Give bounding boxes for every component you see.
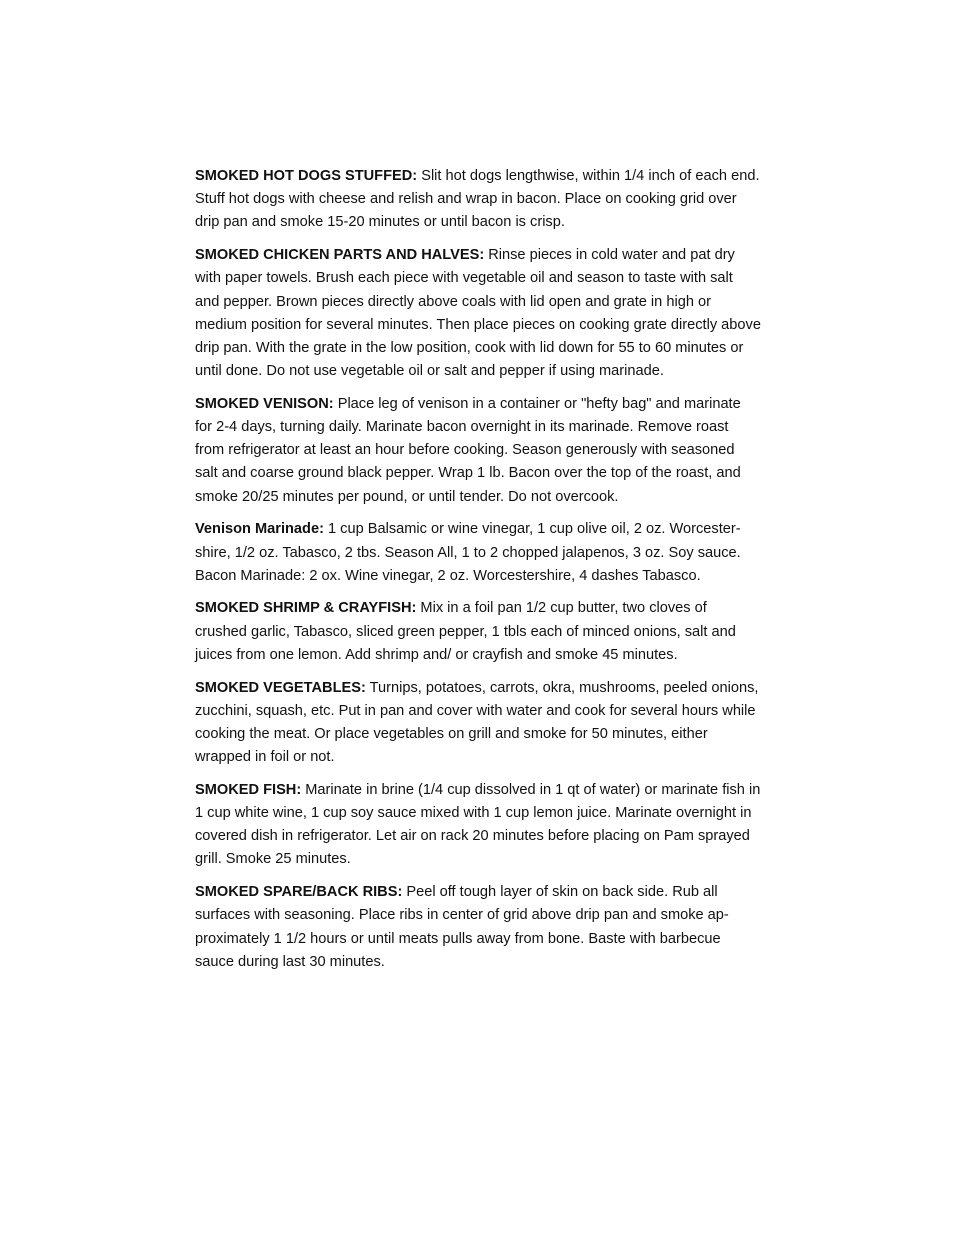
recipe-title: SMOKED VENISON:	[195, 395, 334, 412]
recipe-title: SMOKED SPARE/BACK RIBS:	[195, 884, 403, 901]
recipe-title: SMOKED VEGETABLES:	[195, 679, 366, 696]
recipe-body: Rinse pieces in cold water and pat dry with paper towels. Brush each piece with vegetable oil and season to taste with salt and pepper. Brown pieces directly above coals with lid open and grate in high or medium position for several minutes. Then place pieces on cooking grate directly above drip pan. With the grate in the low position, cook with lid down for 55 to 60 minutes or until done. Do not use vegetable oil or salt and pepper if using marinade.	[195, 247, 761, 380]
recipe-body: Turnips, potatoes, carrots, okra, mushrooms, peeled onions, zucchini, squash, etc. Put in pan and cover with water and cook for several hours while cooking the meat. Or place vegetables on grill and smoke for 50 minutes, either wrapped in foil or not.	[195, 679, 759, 766]
recipe-smoked-vegetables	[195, 677, 761, 770]
recipe-body: Mix in a foil pan 1/2 cup butter, two cloves of crushed garlic, Tabasco, sliced green pepper, 1 tbls each of minced onions, salt and juices from one lemon. Add shrimp and/ or crayfish and smoke 45 minutes.	[195, 600, 736, 663]
recipe-body: Marinate in brine (1/4 cup dissolved in 1 qt of water) or marinate fish in 1 cup white wine, 1 cup soy sauce mixed with 1 cup lemon juice. Marinate overnight in covered dish in refrigerator. Let air on rack 20 minutes before placing on Pam sprayed grill. Smoke 25 minutes.	[195, 781, 761, 868]
recipe-smoked-chicken	[195, 244, 761, 383]
recipe-title: SMOKED HOT DOGS STUFFED:	[195, 168, 418, 184]
recipe-body: Peel off tough layer of skin on back side. Rub all surfaces with seasoning. Place ribs in center of grid above drip pan and smoke approximately 1 1/2 hours or until meats pulls away from bone. Baste with barbecue sauce during last 30 minutes.	[195, 884, 729, 970]
recipe-body: Place leg of venison in a container or "hefty bag" and marinate for 2-4 days, turning daily. Marinate bacon overnight in its marinade. Remove roast from refrigerator at least an hour before cooking. Season generously with seasoned salt and coarse ground black pepper. Wrap 1 lb. Bacon over the top of the roast, and smoke 20/25 minutes per pound, or until tender. Do not overcook.	[195, 395, 741, 505]
recipe-smoked-shrimp-crayfish	[195, 597, 761, 667]
recipe-body: Slit hot dogs lengthwise, within 1/4 inch of each end. Stuff hot dogs with cheese and relish and wrap in bacon. Place on cooking grid over drip pan and smoke 15-20 minutes or until bacon is crisp.	[195, 168, 760, 231]
recipe-title: SMOKED SHRIMP & CRAYFISH:	[195, 600, 417, 617]
recipe-smoked-fish	[195, 779, 761, 872]
recipe-smoked-ribs	[195, 881, 761, 974]
recipe-title: Venison Marinade:	[195, 521, 324, 538]
recipe-smoked-hot-dogs	[195, 165, 761, 235]
recipe-page	[195, 165, 761, 984]
recipe-smoked-venison	[195, 393, 761, 509]
recipe-title: SMOKED CHICKEN PARTS AND HALVES:	[195, 247, 485, 264]
recipe-title: SMOKED FISH:	[195, 781, 302, 798]
recipe-body: 1 cup Balsamic or wine vinegar, 1 cup olive oil, 2 oz. Worcestershire, 1/2 oz. Tabasco, 2 tbs. Season All, 1 to 2 chopped jalapenos, 3 oz. Soy sauce. Bacon Marinade: 2 ox. Wine vinegar, 2 oz. Worcestershire, 4 dashes Tabasco.	[195, 521, 741, 584]
recipe-venison-marinade	[195, 518, 761, 588]
